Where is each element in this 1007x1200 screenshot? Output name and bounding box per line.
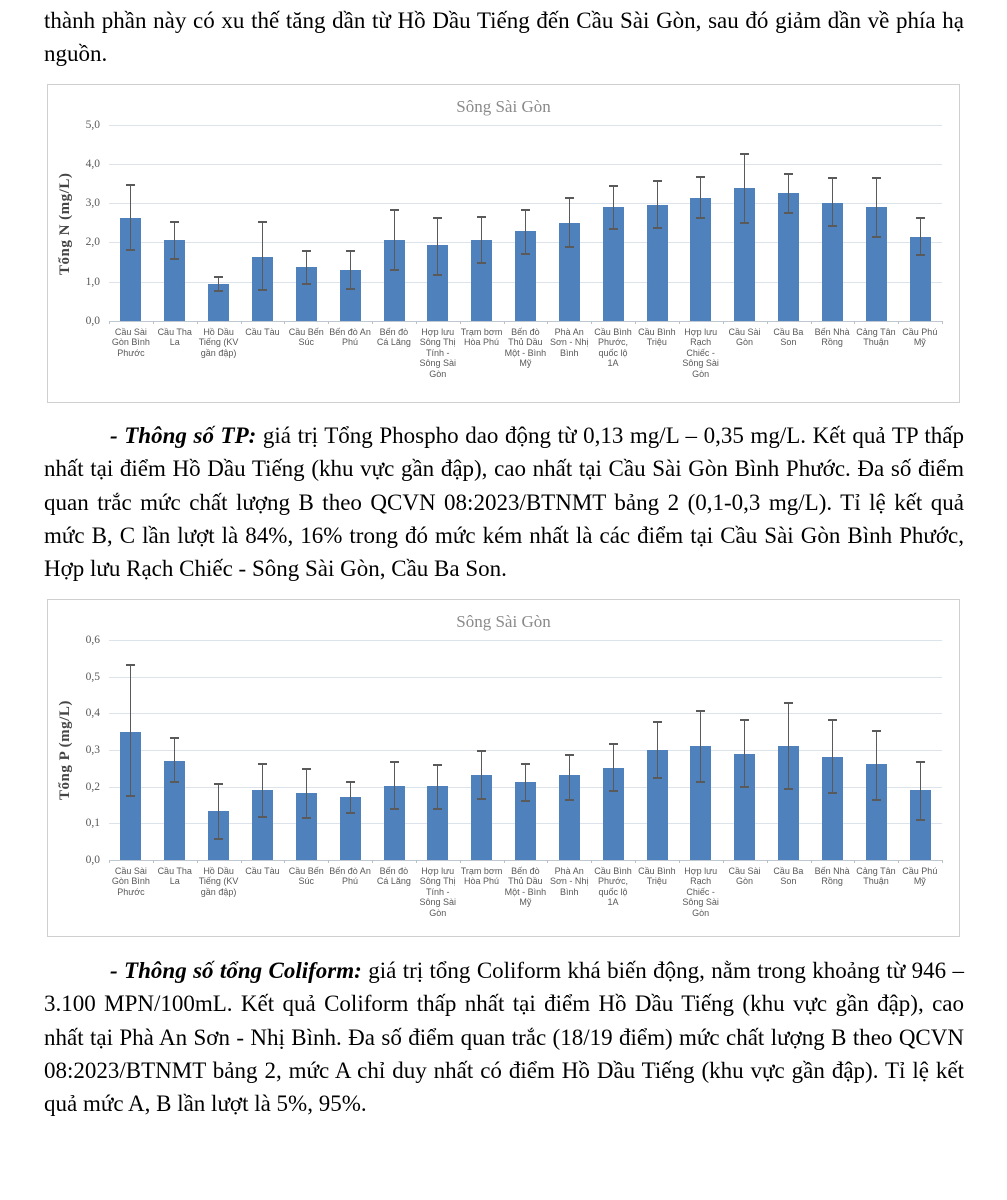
y-tick-label: 1,0 — [85, 275, 100, 288]
x-category-label: Cầu Bến Súc — [288, 865, 324, 887]
error-bar — [218, 783, 219, 840]
x-tick-mark — [504, 860, 505, 863]
x-category-label: Cầu Bình Triệu — [638, 865, 676, 887]
gridline — [109, 203, 942, 204]
intro-paragraph: thành phần này có xu thế tăng dần từ Hồ Dầu Tiếng đến Cầu Sài Gòn, sau đó giảm dần về phía hạ nguồn. — [44, 8, 964, 67]
x-tick-mark — [109, 860, 110, 863]
plot-row — [57, 633, 942, 866]
error-bar — [569, 754, 570, 802]
error-bar — [525, 763, 526, 802]
gridline — [109, 677, 942, 678]
x-tick-mark — [153, 321, 154, 324]
x-tick-mark — [241, 321, 242, 324]
x-category-label: Bến Nhà Rồng — [814, 865, 850, 887]
x-category-label: Cầu Tàu — [245, 326, 280, 337]
x-category-label: Cầu Ba Son — [773, 326, 804, 348]
x-category-label: Bến đò Cá Lăng — [376, 326, 411, 348]
x-tick-mark — [416, 860, 417, 863]
error-bar — [218, 276, 219, 292]
x-category-label: Trạm bơm Hòa Phú — [460, 865, 503, 887]
error-bar — [744, 719, 745, 789]
x-tick-mark — [767, 860, 768, 863]
x-tick-mark — [854, 321, 855, 324]
error-bar — [481, 750, 482, 801]
error-bar — [437, 217, 438, 276]
x-tick-mark — [241, 860, 242, 863]
y-tick-label: 0,5 — [85, 670, 100, 683]
error-bar — [832, 719, 833, 794]
x-category-label: Cảng Tân Thuận — [856, 326, 896, 348]
paragraph-tp-lead: - Thông số TP: — [110, 422, 257, 448]
x-tick-mark — [767, 321, 768, 324]
x-tick-mark — [942, 321, 943, 324]
error-bar — [174, 737, 175, 783]
x-category-label: Bến đò An Phú — [329, 326, 371, 348]
x-category-label: Hồ Dầu Tiếng (KV gần đập) — [198, 326, 239, 358]
error-bar — [788, 702, 789, 790]
x-tick-mark — [460, 321, 461, 324]
x-category-label: Cầu Tha La — [157, 865, 192, 887]
error-bar — [788, 173, 789, 214]
x-tick-mark — [635, 321, 636, 324]
error-bar — [262, 221, 263, 292]
plot-area — [109, 640, 942, 861]
y-tick-label: 0,3 — [85, 743, 100, 756]
error-bar — [876, 177, 877, 239]
y-tick-label: 0,0 — [85, 314, 100, 327]
error-bar — [394, 209, 395, 271]
error-bar — [876, 730, 877, 802]
x-tick-mark — [284, 321, 285, 324]
x-tick-mark — [372, 321, 373, 324]
x-category-label: Cầu Phú Mỹ — [902, 865, 938, 887]
x-category-label: Cầu Phú Mỹ — [902, 326, 938, 348]
x-category-label: Cầu Sài Gòn Bình Phước — [111, 865, 150, 897]
error-bar — [700, 710, 701, 783]
y-tick-label: 2,0 — [85, 236, 100, 249]
x-tick-mark — [197, 321, 198, 324]
x-category-label: Cầu Tha La — [157, 326, 192, 348]
error-bar — [569, 197, 570, 247]
x-category-label: Cầu Sài Gòn — [728, 865, 761, 887]
y-axis-title: Tổng N (mg/L) — [57, 172, 73, 275]
chart-title: Sông Sài Gòn — [456, 96, 551, 116]
error-bar — [744, 153, 745, 224]
x-tick-mark — [109, 321, 110, 324]
x-tick-mark — [854, 860, 855, 863]
x-category-label: Hợp lưu Sông Thị Tính - Sông Sài Gòn — [419, 326, 456, 379]
x-tick-mark — [591, 860, 592, 863]
x-category-label: Bến đò Thủ Dầu Một - Bình Mỹ — [504, 326, 547, 369]
chart-tong-p — [47, 599, 960, 937]
error-bar — [394, 761, 395, 811]
x-category-label: Hợp lưu Sông Thị Tính - Sông Sài Gòn — [419, 865, 456, 918]
x-category-label: Hợp lưu Rạch Chiếc - Sông Sài Gòn — [682, 326, 719, 379]
x-category-label: Cầu Tàu — [245, 865, 280, 876]
x-tick-mark — [328, 321, 329, 324]
x-category-label: Cầu Bình Phước, quốc lộ 1A — [594, 865, 632, 908]
plot-area — [109, 125, 942, 322]
y-tick-label: 5,0 — [85, 118, 100, 131]
y-tick-label: 4,0 — [85, 158, 100, 170]
gridline — [109, 713, 942, 714]
x-category-label: Hợp lưu Rạch Chiếc - Sông Sài Gòn — [682, 865, 719, 918]
x-tick-mark — [723, 860, 724, 863]
error-bar — [700, 176, 701, 219]
error-bar — [525, 209, 526, 255]
x-tick-mark — [547, 860, 548, 863]
paragraph-tp — [44, 419, 964, 586]
x-category-label: Cầu Bình Phước, quốc lộ 1A — [594, 326, 632, 369]
x-tick-mark — [504, 321, 505, 324]
y-tick-label: 0,6 — [85, 633, 100, 646]
x-tick-mark — [284, 860, 285, 863]
gridline — [109, 640, 942, 641]
x-tick-mark — [679, 860, 680, 863]
x-tick-mark — [460, 860, 461, 863]
x-tick-mark — [372, 860, 373, 863]
error-bar — [481, 216, 482, 263]
paragraph-coliform-lead: - Thông số tổng Coliform: — [110, 957, 362, 983]
x-category-label: Hồ Dầu Tiếng (KV gần đập) — [198, 865, 239, 897]
x-tick-mark — [197, 860, 198, 863]
error-bar — [613, 185, 614, 230]
paragraph-tp-text: giá trị Tổng Phospho dao động từ 0,13 mg/L – 0,35 mg/L. Kết quả TP thấp nhất tại điểm Hồ Dầu Tiếng (khu vực gần đập), cao nhất tại Cầu Sài Gòn Bình Phước. Đa số điểm quan trắc mức chất lượng B theo QCVN 08:2023/BTNMT bảng 2 (0,1-0,3 mg/L). Tỉ lệ kết quả mức B, C lần lượt là 84%, 16% trong đó mức kém nhất là các điểm tại Cầu Sài Gòn Bình Phước, Hợp lưu Rạch Chiếc - Sông Sài Gòn, Cầu Ba Son. — [44, 422, 964, 582]
x-category-label: Phà An Sơn - Nhị Bình — [549, 326, 589, 358]
gridline — [109, 750, 942, 751]
x-category-label: Cầu Sài Gòn — [728, 326, 761, 348]
x-tick-mark — [942, 860, 943, 863]
x-tick-mark — [811, 321, 812, 324]
paragraph-coliform — [44, 954, 964, 1121]
x-category-label: Bến đò Thủ Dầu Một - Bình Mỹ — [504, 865, 547, 908]
x-tick-mark — [723, 321, 724, 324]
paragraph-coliform-text: giá trị tổng Coliform khá biến động, nằm trong khoảng từ 946 – 3.100 MPN/100mL. Kết quả Coliform thấp nhất tại điểm Hồ Dầu Tiếng (khu vực gần đập), cao nhất tại Phà An Sơn - Nhị Bình. Đa số điểm quan trắc (18/19 điểm) mức chất lượng B theo QCVN 08:2023/BTNMT bảng 2, mức A chỉ duy nhất có điểm Hồ Dầu Tiếng (khu vực gần đập). Tỉ lệ kết quả mức A, B lần lượt là 5%, 95%. — [44, 957, 964, 1117]
error-bar — [306, 768, 307, 819]
x-axis-labels — [109, 866, 942, 919]
error-bar — [613, 743, 614, 793]
error-bar — [920, 217, 921, 256]
x-category-label: Cầu Ba Son — [773, 865, 804, 887]
x-axis-labels — [109, 327, 942, 380]
x-tick-mark — [811, 860, 812, 863]
gridline — [109, 125, 942, 126]
x-category-label: Bến đò Cá Lăng — [376, 865, 411, 887]
x-category-label: Bến Nhà Rồng — [814, 326, 850, 348]
chart-tong-n — [47, 84, 960, 403]
x-tick-mark — [679, 321, 680, 324]
plot-row — [57, 118, 942, 327]
error-bar — [657, 180, 658, 229]
error-bar — [437, 764, 438, 810]
error-bar — [306, 250, 307, 285]
y-tick-label: 0,4 — [85, 707, 100, 720]
error-bar — [130, 184, 131, 250]
gridline — [109, 164, 942, 165]
x-tick-mark — [547, 321, 548, 324]
chart-title: Sông Sài Gòn — [456, 611, 551, 631]
y-tick-label: 0,2 — [85, 780, 100, 793]
x-category-label: Cảng Tân Thuận — [856, 865, 896, 887]
error-bar — [920, 761, 921, 822]
x-tick-mark — [635, 860, 636, 863]
error-bar — [130, 664, 131, 798]
x-category-label: Bến đò An Phú — [329, 865, 371, 887]
x-category-label: Trạm bơm Hòa Phú — [460, 326, 503, 348]
x-category-label: Cầu Bến Súc — [288, 326, 324, 348]
y-tick-label: 3,0 — [85, 197, 100, 210]
x-category-label: Cầu Sài Gòn Bình Phước — [111, 326, 150, 358]
y-tick-label: 0,0 — [85, 853, 100, 866]
x-tick-mark — [416, 321, 417, 324]
x-category-label: Cầu Bình Triệu — [638, 326, 676, 348]
error-bar — [174, 221, 175, 260]
x-tick-mark — [153, 860, 154, 863]
x-tick-mark — [898, 321, 899, 324]
error-bar — [350, 250, 351, 290]
x-tick-mark — [898, 860, 899, 863]
error-bar — [832, 177, 833, 226]
y-axis-title: Tổng P (mg/L) — [57, 700, 73, 801]
x-category-label: Phà An Sơn - Nhị Bình — [549, 865, 589, 897]
x-tick-mark — [591, 321, 592, 324]
y-axis-ticks — [62, 633, 104, 866]
error-bar — [350, 781, 351, 814]
error-bar — [657, 721, 658, 780]
error-bar — [262, 763, 263, 818]
y-tick-label: 0,1 — [85, 817, 100, 830]
y-axis-ticks — [62, 118, 104, 327]
x-tick-mark — [328, 860, 329, 863]
